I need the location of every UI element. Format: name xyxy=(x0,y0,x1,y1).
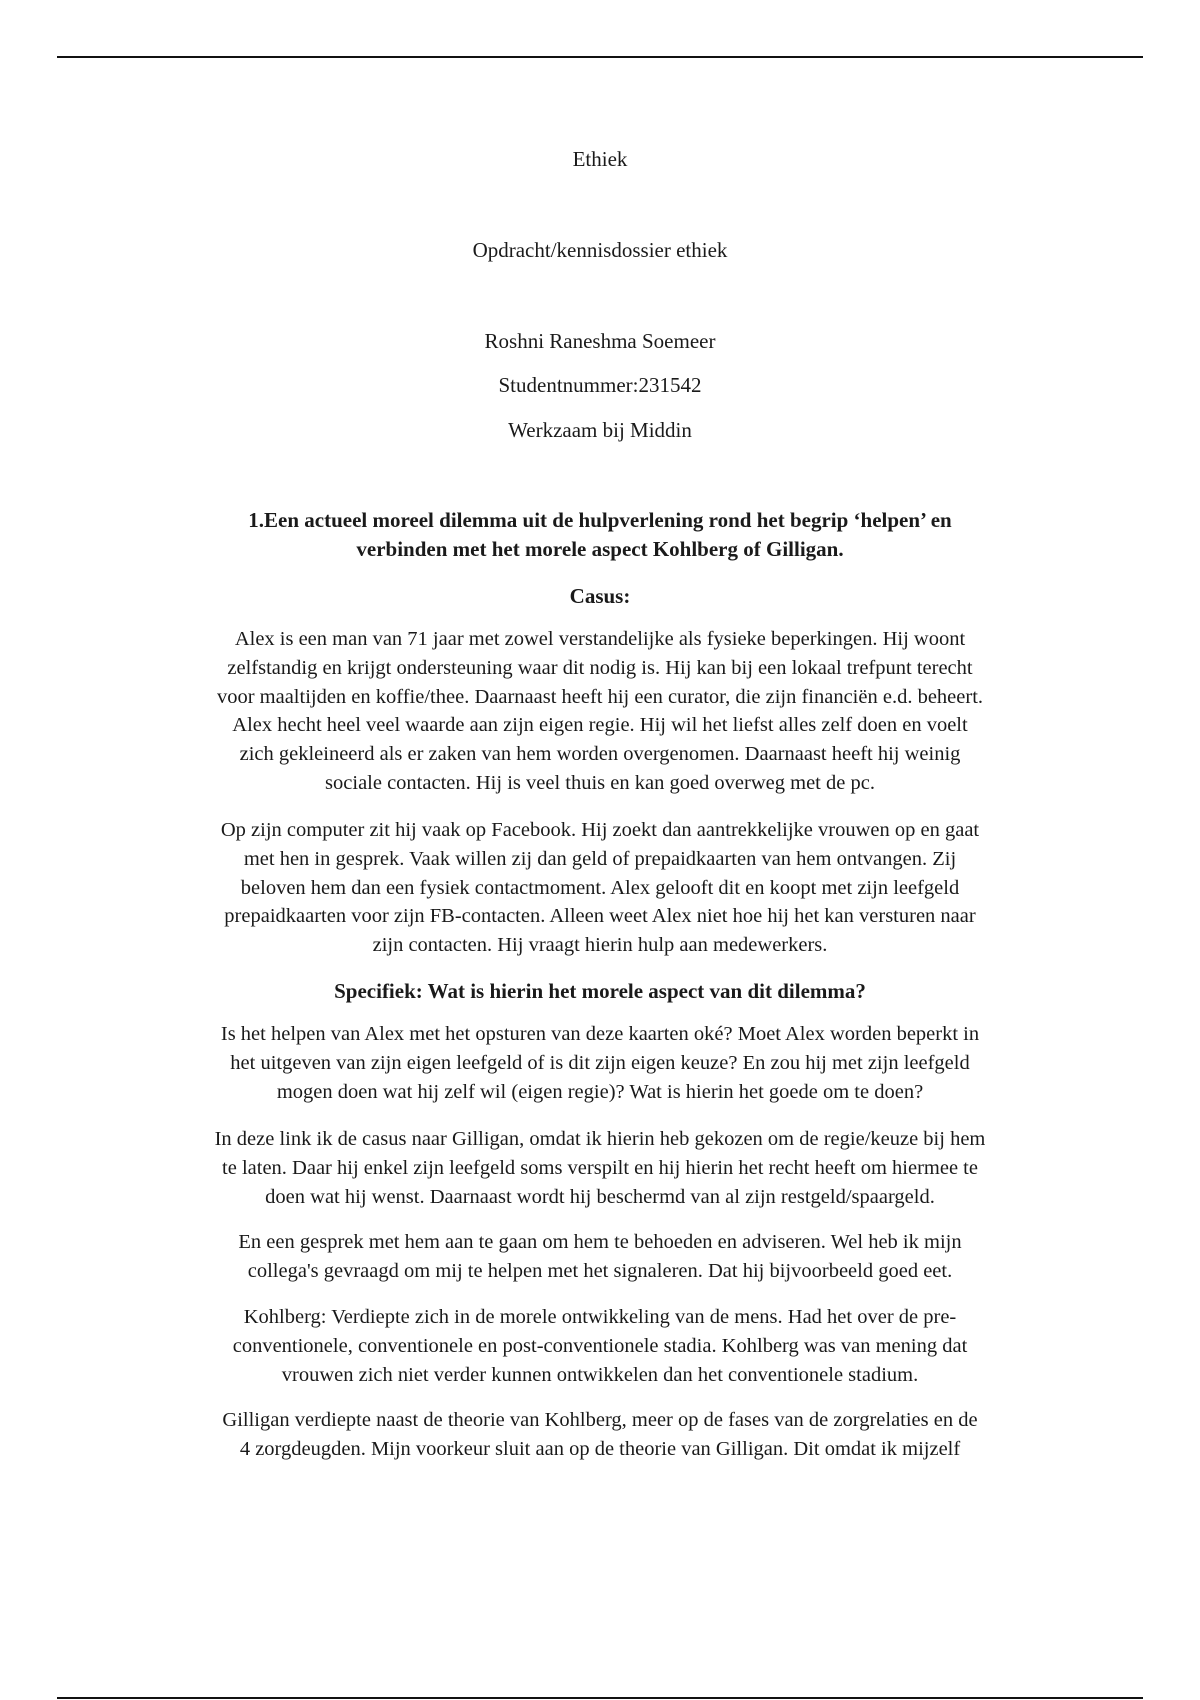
gilligan-paragraph xyxy=(140,1406,1060,1464)
employer: Werkzaam bij Middin xyxy=(508,418,692,442)
section-heading-line: verbinden met het morele aspect Kohlberg of Gilligan. xyxy=(356,537,844,561)
paragraph-line: voor maaltijden en koffie/thee. Daarnaast heeft hij een curator, die zijn financiën e.d. beheert. xyxy=(216,685,984,708)
paragraph-line: mogen doen wat hij zelf wil (eigen regie)? Wat is hierin het goede om te doen? xyxy=(276,1080,924,1103)
paragraph-line: conventionele, conventionele en post-conventionele stadia. Kohlberg was van mening dat xyxy=(232,1334,968,1357)
student-number: Studentnummer:231542 xyxy=(498,373,702,397)
paragraph-line: zich gekleineerd als er zaken van hem worden overgenomen. Daarnaast heeft hij weinig xyxy=(239,743,961,766)
paragraph-line: vrouwen zich niet verder kunnen ontwikkelen dan het conventionele stadium. xyxy=(281,1363,919,1386)
paragraph-line: Alex hecht heel veel waarde aan zijn eigen regie. Hij wil het liefst alles zelf doen en voelt xyxy=(232,714,968,737)
paragraph-line: te laten. Daar hij enkel zijn leefgeld soms verspilt en hij hierin het recht heeft om hiermee te xyxy=(222,1156,978,1179)
paragraph-line: Op zijn computer zit hij vaak op Facebook. Hij zoekt dan aantrekkelijke vrouwen op en gaat xyxy=(220,819,980,841)
specifiek-paragraph-3 xyxy=(140,1228,1060,1286)
top-rule xyxy=(57,56,1143,58)
specifiek-heading: Specifiek: Wat is hierin het morele aspect van dit dilemma? xyxy=(334,979,866,1003)
paragraph-line: zelfstandig en krijgt ondersteuning waar dit nodig is. Hij kan bij een lokaal trefpunt terecht xyxy=(227,656,973,679)
section-heading-line: 1.Een actueel moreel dilemma uit de hulpverlening rond het begrip ‘helpen’ en xyxy=(248,508,952,532)
author-name: Roshni Raneshma Soemeer xyxy=(484,329,716,353)
document-subtitle: Opdracht/kennisdossier ethiek xyxy=(472,238,728,262)
casus-paragraph-1 xyxy=(140,625,1060,798)
section-heading xyxy=(140,506,1060,564)
specifiek-paragraph-2 xyxy=(140,1125,1060,1211)
paragraph-line: sociale contacten. Hij is veel thuis en kan goed overweg met de pc. xyxy=(325,771,875,794)
kohlberg-paragraph xyxy=(140,1303,1060,1389)
paragraph-line: met hen in gesprek. Vaak willen zij dan geld of prepaidkaarten van hem ontvangen. Zij xyxy=(243,847,957,870)
paragraph-line: doen wat hij wenst. Daarnaast wordt hij beschermd van al zijn restgeld/spaargeld. xyxy=(265,1185,935,1208)
specifiek-paragraph-1 xyxy=(140,1020,1060,1106)
paragraph-line: prepaidkaarten voor zijn FB-contacten. Alleen weet Alex niet hoe hij het kan versturen naar xyxy=(224,905,976,928)
casus-heading: Casus: xyxy=(569,584,631,608)
paragraph-line: Kohlberg: Verdiepte zich in de morele ontwikkeling van de mens. Had het over de pre- xyxy=(243,1306,957,1328)
paragraph-line: En een gesprek met hem aan te gaan om hem te behoeden en adviseren. Wel heb ik mijn xyxy=(238,1231,962,1253)
document-title: Ethiek xyxy=(572,147,628,171)
paragraph-line: beloven hem dan een fysiek contactmoment. Alex gelooft dit en koopt met zijn leefgeld xyxy=(240,876,960,899)
paragraph-line: collega's gevraagd om mij te helpen met het signaleren. Dat hij bijvoorbeeld goed eet. xyxy=(247,1259,953,1282)
paragraph-line: In deze link ik de casus naar Gilligan, omdat ik hierin heb gekozen om de regie/keuze bij hem xyxy=(214,1128,986,1150)
casus-paragraph-2 xyxy=(140,816,1060,960)
paragraph-line: 4 zorgdeugden. Mijn voorkeur sluit aan op de theorie van Gilligan. Dit omdat ik mijzelf xyxy=(239,1437,961,1460)
paragraph-line: Is het helpen van Alex met het opsturen van deze kaarten oké? Moet Alex worden beperkt in xyxy=(220,1023,980,1045)
bottom-rule xyxy=(57,1697,1143,1699)
paragraph-line: het uitgeven van zijn eigen leefgeld of is dit zijn eigen keuze? En zou hij met zijn leefgeld xyxy=(230,1051,970,1074)
paragraph-line: Alex is een man van 71 jaar met zowel verstandelijke als fysieke beperkingen. Hij woont xyxy=(234,628,966,650)
paragraph-line: Gilligan verdiepte naast de theorie van Kohlberg, meer op de fases van de zorgrelaties en de xyxy=(222,1409,978,1431)
paragraph-line: zijn contacten. Hij vraagt hierin hulp aan medewerkers. xyxy=(372,934,828,957)
